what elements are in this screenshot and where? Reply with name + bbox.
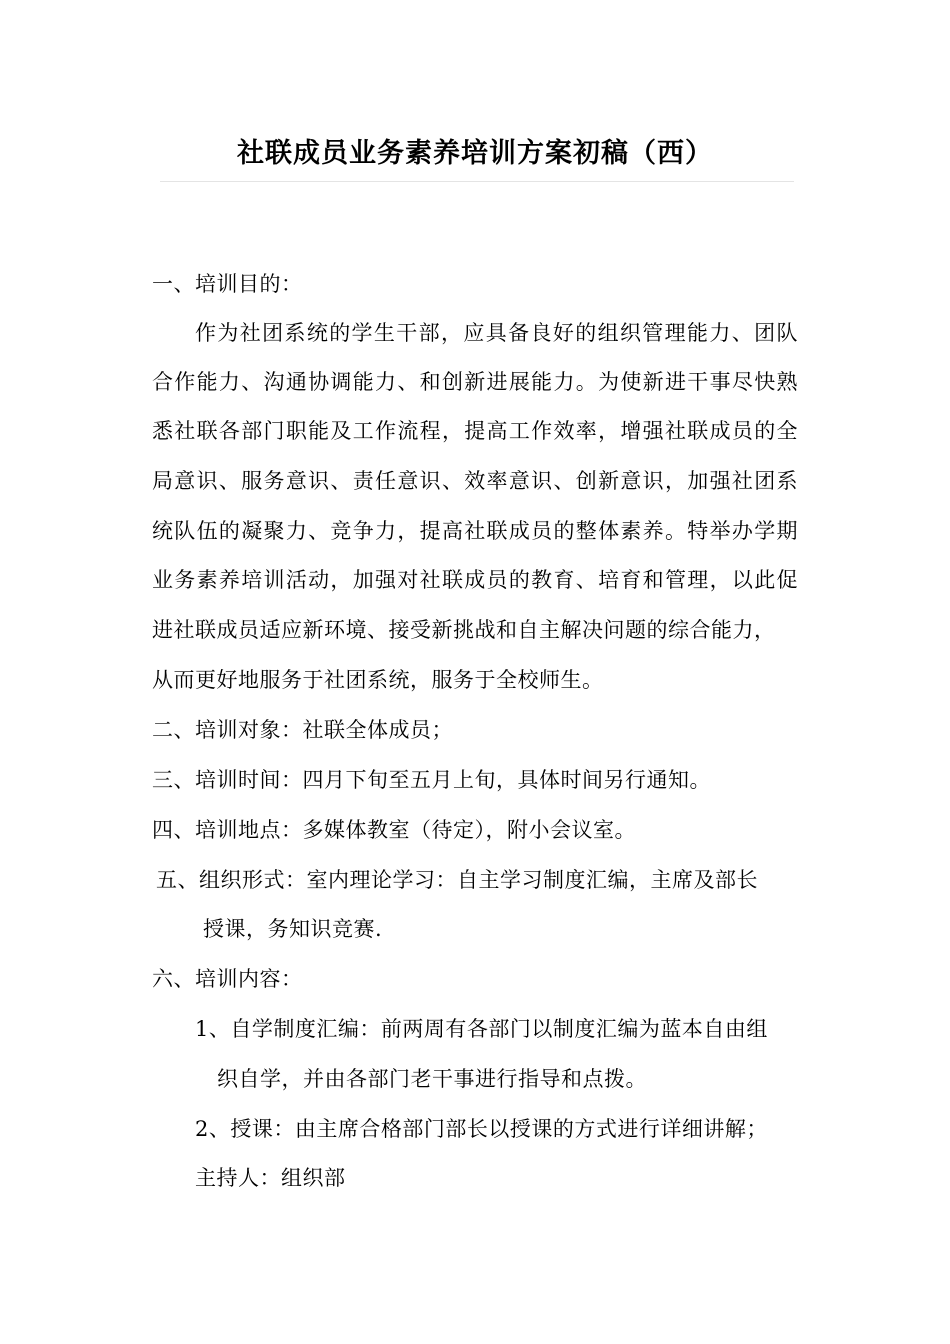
document-title: 社联成员业务素养培训方案初稿（西） [237,138,713,169]
title-divider [160,181,794,182]
section-heading-format: 五、组织形式：室内理论学习：自主学习制度汇编，主席及部长 [156,868,758,892]
section-heading-location: 四、培训地点：多媒体教室（待定），附小会议室。 [152,818,636,842]
paragraph-line: 进社联成员适应新环境、接受新挑战和自主解决问题的综合能力， [152,618,776,642]
host-line: 主持人：组织部 [195,1166,346,1190]
paragraph-line: 从而更好地服务于社团系统，服务于全校师生。 [152,668,604,692]
section-heading-purpose: 一、培训目的： [152,272,303,296]
section-heading-content: 六、培训内容： [152,967,303,991]
list-item: 1、自学制度汇编：前两周有各部门以制度汇编为蓝本自由组 [195,1017,768,1041]
list-item-continuation: 织自学，并由各部门老干事进行指导和点拨。 [217,1067,647,1091]
paragraph-line: 局意识、服务意识、责任意识、效率意识、创新意识，加强社团系 [152,469,798,493]
paragraph-line: 授课，务知识竞赛. [203,917,383,941]
list-item: 2、授课：由主席合格部门部长以授课的方式进行详细讲解； [195,1117,768,1141]
section-heading-time: 三、培训时间：四月下旬至五月上旬，具体时间另行通知。 [152,768,711,792]
section-heading-audience: 二、培训对象：社联全体成员； [152,718,453,742]
paragraph-line: 作为社团系统的学生干部，应具备良好的组织管理能力、团队 [195,321,798,345]
paragraph-line: 业务素养培训活动，加强对社联成员的教育、培育和管理，以此促 [152,568,798,592]
paragraph-line: 悉社联各部门职能及工作流程，提高工作效率，增强社联成员的全 [152,419,798,443]
paragraph-line: 合作能力、沟通协调能力、和创新进展能力。为使新进干事尽快熟 [152,370,798,394]
paragraph-line: 统队伍的凝聚力、竞争力，提高社联成员的整体素养。特举办学期 [152,519,798,543]
